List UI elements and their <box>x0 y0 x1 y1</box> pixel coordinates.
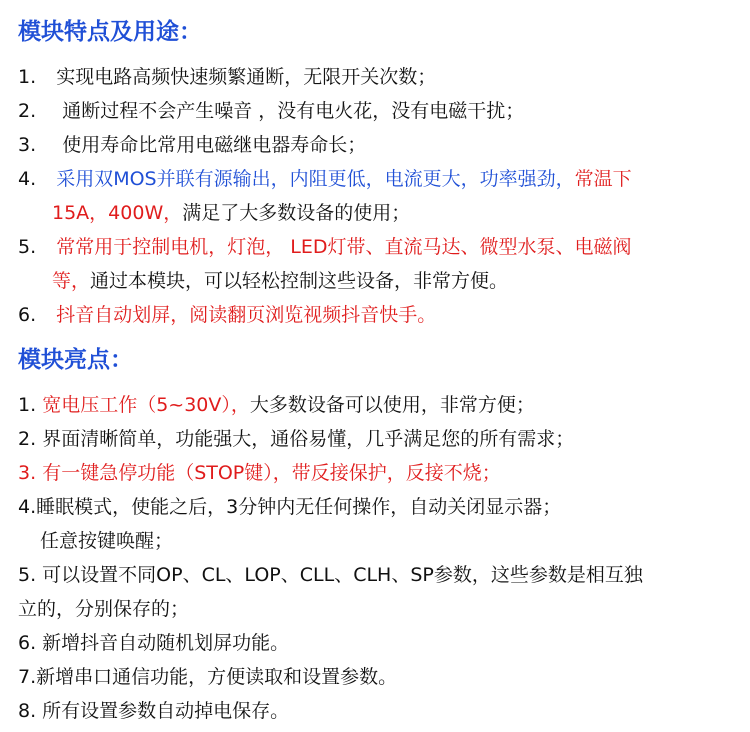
item-text: 4.睡眠模式，使能之后，3分钟内无任何操作，自动关闭显示器； <box>18 496 562 518</box>
list-item <box>18 128 732 162</box>
list-item <box>18 94 732 128</box>
item-text-highlight-red: 抖音自动划屏，阅读翻页浏览视频抖音快手。 <box>56 304 437 326</box>
list-item <box>18 60 732 94</box>
item-text: 界面清晰简单，功能强大，通俗易懂，几乎满足您的所有需求； <box>42 428 575 450</box>
list-item <box>18 660 732 694</box>
highlights-list <box>18 388 732 728</box>
item-text-continued: 任意按键唤醒； <box>40 530 174 552</box>
item-text-highlight-blue: 采用双MOS并联有源输出，内阻更低，电流更大，功率强劲， <box>56 168 575 190</box>
item-text: 5. 可以设置不同OP、CL、LOP、CLL、CLH、SP参数，这些参数是相互独 <box>18 564 643 586</box>
item-number: 3. <box>18 462 37 484</box>
item-text: 通断过程不会产生噪音 ，没有电火花，没有电磁干扰； <box>62 100 525 122</box>
item-number: 3. <box>18 134 37 156</box>
list-item <box>18 162 732 230</box>
list-item <box>18 558 732 626</box>
list-item <box>18 422 732 456</box>
list-item <box>18 230 732 298</box>
list-item <box>18 694 732 728</box>
item-text-highlight-red: 有一键急停功能（STOP键），带反接保护，反接不烧； <box>42 462 501 484</box>
item-number: 5. <box>18 236 37 258</box>
list-item <box>18 388 732 422</box>
section-title-highlights: 模块亮点： <box>18 347 133 373</box>
item-text: 大多数设备可以使用，非常方便； <box>249 394 535 416</box>
item-number: 4. <box>18 168 37 190</box>
list-item <box>18 490 732 558</box>
item-text: 使用寿命比常用电磁继电器寿命长； <box>62 134 367 156</box>
item-text-highlight-red: 宽电压工作（5~30V）， <box>42 394 250 416</box>
item-text: 6. 新增抖音自动随机划屏功能。 <box>18 632 290 654</box>
item-number: 6. <box>18 304 37 326</box>
list-item <box>18 626 732 660</box>
item-text-highlight-red: 15A，400W， <box>52 202 183 224</box>
item-text-highlight-red: 等， <box>52 270 91 292</box>
section-title-features: 模块特点及用途： <box>18 19 202 45</box>
item-number: 2. <box>18 428 37 450</box>
item-text: 7.新增串口通信功能，方便读取和设置参数。 <box>18 666 398 688</box>
item-number: 1. <box>18 66 37 88</box>
item-text: 满足了大多数设备的使用； <box>182 202 411 224</box>
list-item <box>18 298 732 332</box>
item-text: 通过本模块，可以轻松控制这些设备，非常方便。 <box>90 270 509 292</box>
list-item <box>18 456 732 490</box>
item-text: 8. 所有设置参数自动掉电保存。 <box>18 700 290 722</box>
features-list <box>18 60 732 332</box>
item-text-continued: 立的，分别保存的； <box>18 598 190 620</box>
item-text: 实现电路高频快速频繁通断，无限开关次数； <box>56 66 437 88</box>
item-number: 2. <box>18 100 37 122</box>
item-text-highlight-red: 常温下 <box>574 168 632 190</box>
item-text-highlight-red: 常常用于控制电机，灯泡， LED灯带、直流马达、微型水泵、电磁阀 <box>56 236 632 258</box>
item-number: 1. <box>18 394 37 416</box>
